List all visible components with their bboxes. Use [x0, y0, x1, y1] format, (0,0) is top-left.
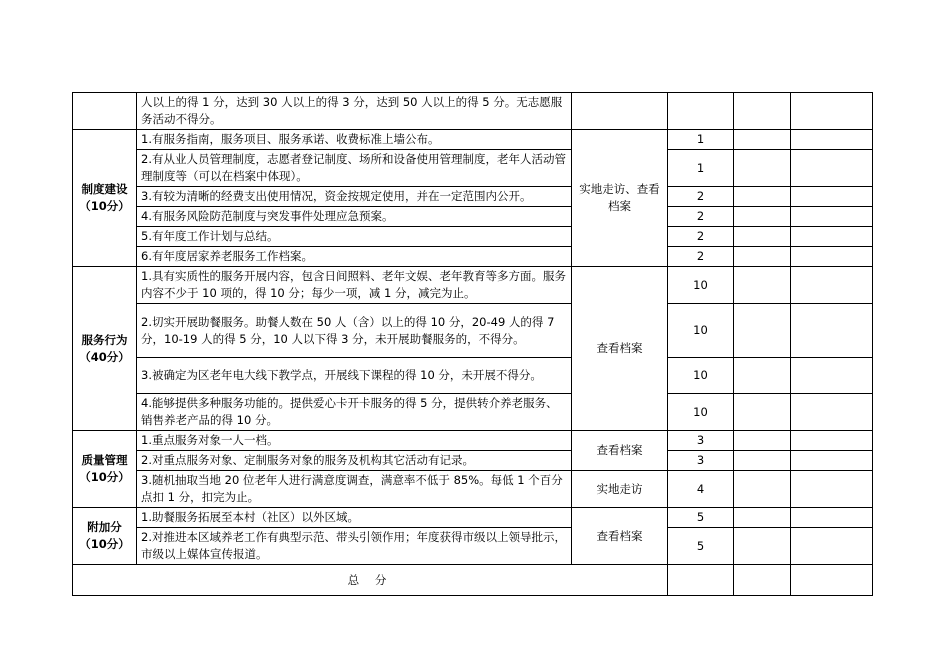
blank-cell: [791, 187, 873, 207]
table-row: [73, 451, 873, 471]
score-cell: 5: [668, 508, 734, 528]
table-row: [73, 227, 873, 247]
blank-cell: [791, 451, 873, 471]
item-text: 人以上的得 1 分，达到 30 人以上的得 3 分，达到 50 人以上的得 5 分。无志愿服务活动不得分。: [137, 93, 572, 130]
blank-cell: [791, 207, 873, 227]
table-row: [73, 471, 873, 508]
score-cell: 10: [668, 267, 734, 304]
blank-cell: [734, 187, 791, 207]
blank-cell: [734, 394, 791, 431]
item-text: 1.助餐服务拓展至本村（社区）以外区域。: [137, 508, 572, 528]
table-row: [73, 247, 873, 267]
score-cell: 1: [668, 130, 734, 150]
item-text: 1.有服务指南，服务项目、服务承诺、收费标准上墙公布。: [137, 130, 572, 150]
item-text: 6.有年度居家养老服务工作档案。: [137, 247, 572, 267]
blank-cell: [791, 565, 873, 596]
blank-cell: [734, 304, 791, 358]
category-name: 质量管理: [81, 453, 128, 467]
blank-cell: [734, 431, 791, 451]
item-text: 3.有较为清晰的经费支出使用情况，资金按规定使用，并在一定范围内公开。: [137, 187, 572, 207]
blank-cell: [791, 130, 873, 150]
category-cell: [73, 508, 137, 565]
blank-cell: [734, 130, 791, 150]
category-points: （10分）: [79, 537, 130, 551]
category-cell: [73, 267, 137, 431]
method-cell-empty: [572, 93, 668, 130]
blank-cell: [791, 394, 873, 431]
score-cell: 2: [668, 187, 734, 207]
score-cell: 1: [668, 150, 734, 187]
category-points: （10分）: [79, 470, 130, 484]
category-points: （40分）: [79, 349, 130, 364]
blank-cell: [791, 150, 873, 187]
score-cell: 3: [668, 431, 734, 451]
evaluation-table: [72, 92, 873, 596]
item-text: 1.具有实质性的服务开展内容，包含日间照料、老年文娱、老年教育等多方面。服务内容不少于 10 项的，得 10 分；每少一项，减 1 分，减完为止。: [137, 267, 572, 304]
item-text: 3.随机抽取当地 20 位老年人进行满意度调查，满意率不低于 85%。每低 1 个百分点扣 1 分，扣完为止。: [137, 471, 572, 508]
item-text: 3.被确定为区老年电大线下教学点，开展线下课程的得 10 分，未开展不得分。: [137, 358, 572, 394]
blank-cell: [791, 471, 873, 508]
score-cell: 10: [668, 394, 734, 431]
item-text: 2.有从业人员管理制度，志愿者登记制度、场所和设备使用管理制度，老年人活动管理制度等（可以在档案中体现）。: [137, 150, 572, 187]
blank-cell: [791, 247, 873, 267]
table-row: [73, 394, 873, 431]
method-cell: 实地走访: [572, 471, 668, 508]
blank-cell: [734, 150, 791, 187]
item-text: 4.有服务风险防范制度与突发事件处理应急预案。: [137, 207, 572, 227]
blank-cell: [791, 508, 873, 528]
score-cell: 5: [668, 528, 734, 565]
score-cell-empty: [668, 93, 734, 130]
category-cell-empty: [73, 93, 137, 130]
blank-cell: [734, 267, 791, 304]
table-row: [73, 528, 873, 565]
item-text: 2.对重点服务对象、定制服务对象的服务及机构其它活动有记录。: [137, 451, 572, 471]
total-label: 总 分: [73, 565, 668, 596]
blank-cell: [734, 358, 791, 394]
table-row: [73, 93, 873, 130]
total-score-cell: [668, 565, 734, 596]
table-row-total: [73, 565, 873, 596]
score-cell: 10: [668, 358, 734, 394]
item-text: 5.有年度工作计划与总结。: [137, 227, 572, 247]
score-cell: 4: [668, 471, 734, 508]
blank-cell: [791, 528, 873, 565]
method-cell: 查看档案: [572, 508, 668, 565]
item-text: 1.重点服务对象一人一档。: [137, 431, 572, 451]
method-cell: 查看档案: [572, 431, 668, 471]
blank-cell: [791, 227, 873, 247]
method-cell: 实地走访、查看档案: [572, 130, 668, 267]
category-name: 服务行为: [81, 332, 128, 347]
category-points: （10分）: [79, 199, 130, 213]
blank-cell: [734, 451, 791, 471]
score-cell: 10: [668, 304, 734, 358]
method-cell: 查看档案: [572, 267, 668, 431]
blank-cell: [791, 358, 873, 394]
category-cell: [73, 130, 137, 267]
table-row: [73, 431, 873, 451]
item-text: 4.能够提供多种服务功能的。提供爱心卡开卡服务的得 5 分，提供转介养老服务、销售养老产品的得 10 分。: [137, 394, 572, 431]
blank-cell: [791, 304, 873, 358]
table-row: [73, 130, 873, 150]
table-row: [73, 508, 873, 528]
score-cell: 2: [668, 227, 734, 247]
blank-cell: [734, 247, 791, 267]
blank-cell: [734, 508, 791, 528]
table-row: [73, 150, 873, 187]
blank-cell: [791, 93, 873, 130]
category-cell: [73, 431, 137, 508]
item-text: 2.对推进本区域养老工作有典型示范、带头引领作用；年度获得市级以上领导批示，市级以上媒体宣传报道。: [137, 528, 572, 565]
blank-cell: [734, 93, 791, 130]
category-name: 附加分: [87, 520, 122, 534]
table-row: [73, 267, 873, 304]
score-cell: 2: [668, 207, 734, 227]
table-row: [73, 207, 873, 227]
table-row: [73, 358, 873, 394]
score-cell: 3: [668, 451, 734, 471]
blank-cell: [734, 471, 791, 508]
table-row: [73, 187, 873, 207]
blank-cell: [791, 431, 873, 451]
blank-cell: [734, 528, 791, 565]
blank-cell: [734, 227, 791, 247]
blank-cell: [791, 267, 873, 304]
item-text: 2.切实开展助餐服务。助餐人数在 50 人（含）以上的得 10 分，20-49 人的得 7 分，10-19 人的得 5 分，10 人以下得 3 分，未开展助餐服务的，不得分。: [137, 304, 572, 358]
score-cell: 2: [668, 247, 734, 267]
blank-cell: [734, 565, 791, 596]
blank-cell: [734, 207, 791, 227]
table-row: [73, 304, 873, 358]
category-name: 制度建设: [81, 182, 128, 196]
